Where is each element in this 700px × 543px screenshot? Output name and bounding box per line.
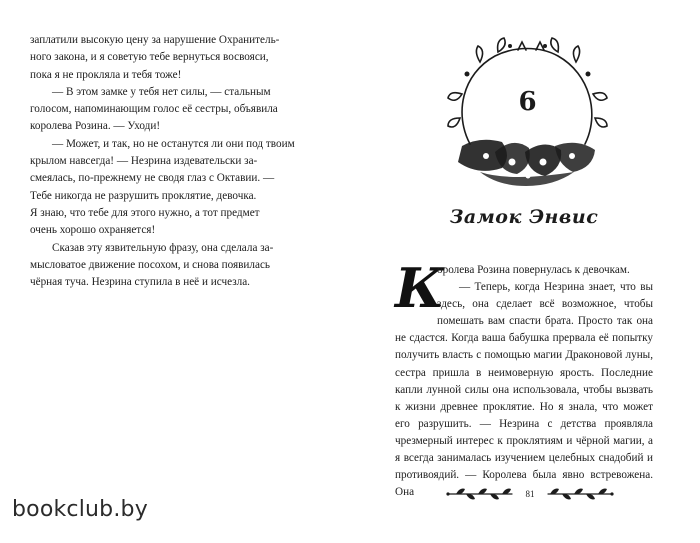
paragraph: — Теперь, когда Незрина знает, что вы здесь, она сделает всё возможное, чтобы помешать вам спасти брата. Просто так она не сдастся. Когда ваша бабушка прервала её попытку получить власть с помощью магии Драконовой луны, сестра пришла в неимоверную ярость. Последние капли лунной силы она использовала, чтобы вызвать к жизни древнее проклятие. Но я знала, что может его разрушить. — Незрина с детства проявляла чрезмерный интерес к проклятиям и чёрной магии, а я всегда занималась изучением целебных снадобий и противоядий. — Королева была явно встревожена. Она	[395, 281, 653, 499]
chapter-title: Замок Энвис	[449, 206, 599, 228]
text-line: Я знаю, что тебе для этого нужно, а тот предмет	[30, 206, 260, 219]
text-line: — Может, и так, но не останутся ли они под твоим	[52, 137, 295, 150]
watermark-text: bookclub.by	[12, 497, 148, 522]
text-line: смеялась, по-прежнему не сводя глаз с Октавии. —	[30, 172, 275, 185]
text-line: крылом навсегда! — Незрина издевательски за-	[30, 155, 258, 168]
text-line: королева Розина. — Уходи!	[30, 120, 161, 133]
page-number: 81	[525, 489, 535, 499]
page-footer-ornament	[440, 482, 620, 506]
text-line: очень хорошо охраняется!	[30, 224, 156, 237]
text-line: чёрная туча. Незрина ступила в неё и исчезла.	[30, 276, 250, 289]
text-line: заплатили высокую цену за нарушение Охранитель-	[30, 34, 280, 46]
paragraph: оролева Розина повернулась к девочкам.	[437, 264, 630, 276]
text-line: Сказав эту язвительную фразу, она сделала за-	[52, 241, 274, 254]
text-line: пока я не прокляла и тебя тоже!	[30, 68, 182, 81]
drop-cap: К	[395, 256, 445, 320]
text-line: ного закона, и я советую тебе вернуться восвояси,	[30, 51, 269, 64]
left-page-text	[30, 32, 332, 291]
text-line: Тебе никогда не разрушить проклятие, девочка.	[30, 189, 257, 202]
text-line: голосом, напоминающим голос её сестры, объявила	[30, 103, 278, 116]
right-page-text	[395, 256, 653, 501]
text-line: мысловатое движение посохом, и снова появилась	[30, 258, 271, 271]
text-line: — В этом замке у тебя нет силы, — стальным	[52, 85, 271, 98]
chapter-number: 6	[518, 87, 537, 117]
